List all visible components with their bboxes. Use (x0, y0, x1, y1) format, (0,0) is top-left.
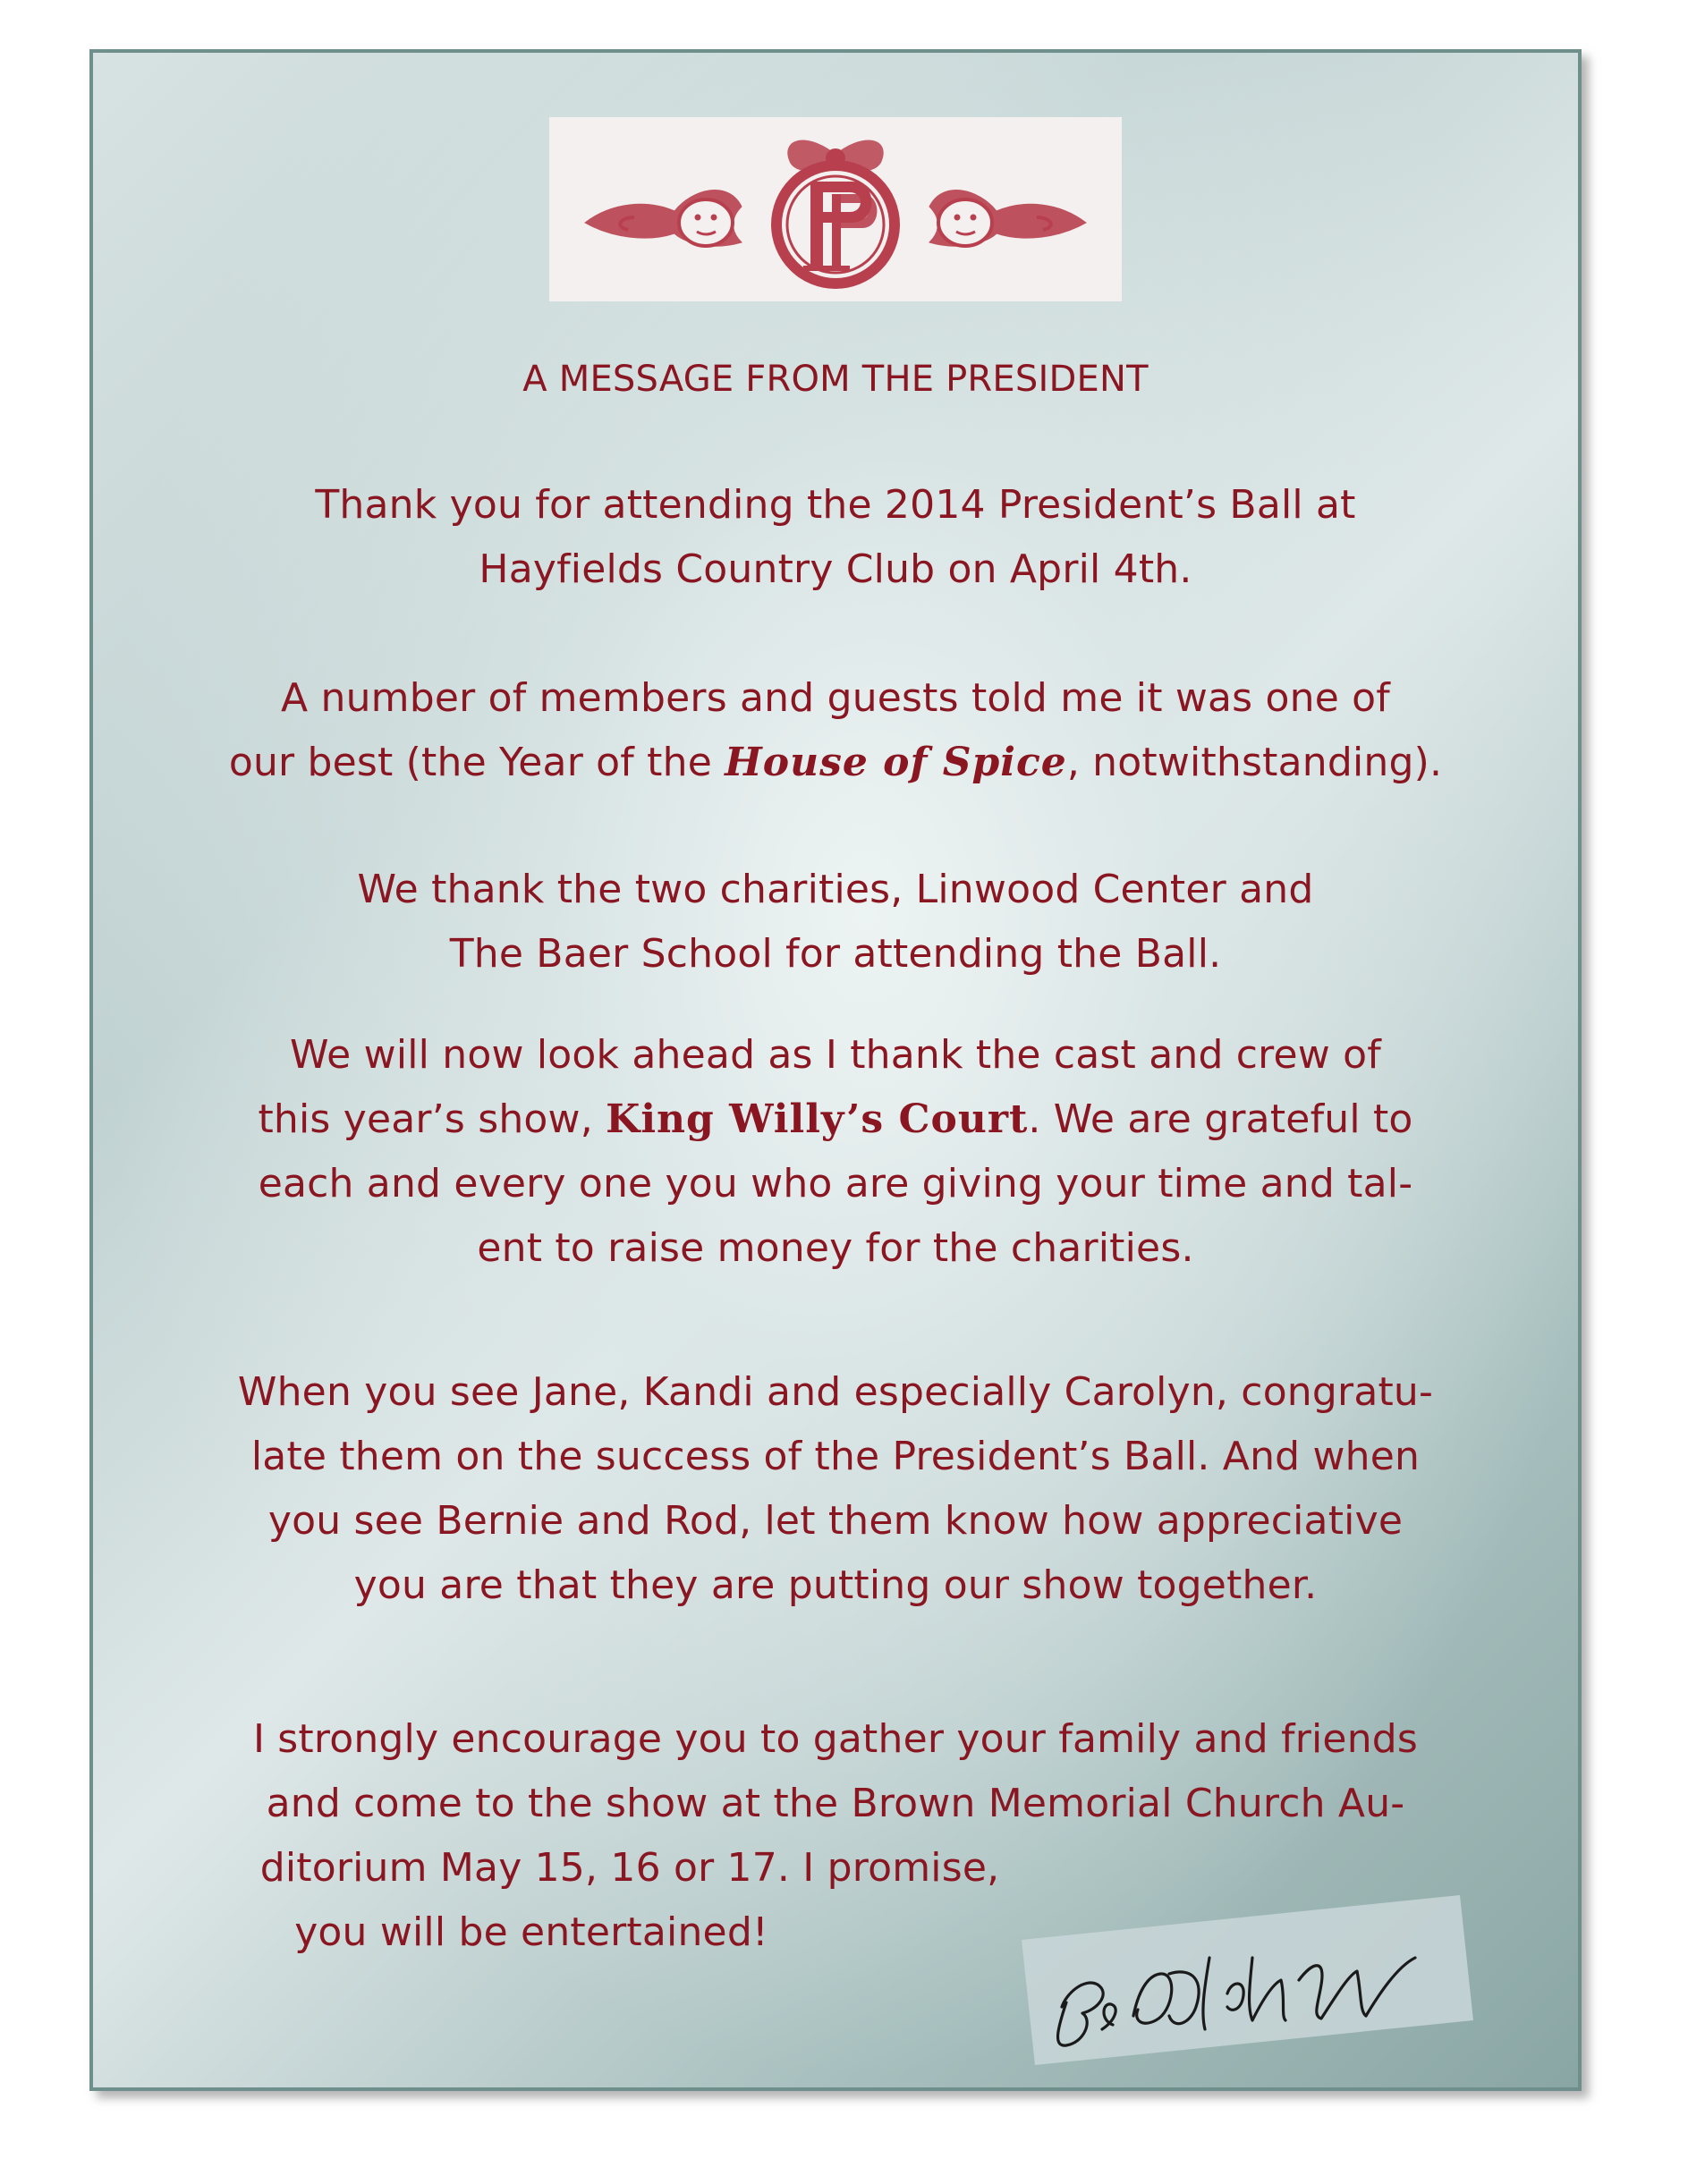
paragraph-line: ent to raise money for the charities. (477, 1225, 1194, 1271)
paragraph-line (93, 731, 1578, 795)
paragraph-line: Thank you for attending the 2014 President’s Ball at (315, 482, 1356, 528)
paragraph-charities (93, 858, 1578, 986)
show-title-king-willys-court: King Willy’s Court (606, 1096, 1029, 1142)
paragraph-line: late them on the success of the President’s Ball. And when (250, 1434, 1421, 1479)
crest-logo-icon (549, 117, 1122, 301)
paragraph-line: We thank the two charities, Linwood Center and (357, 867, 1314, 912)
page-title: A MESSAGE FROM THE PRESIDENT (522, 359, 1149, 400)
paragraph-congratulations (93, 1360, 1578, 1618)
text-segment: this year’s show, (258, 1096, 606, 1142)
paragraph-line: A number of members and guests told me it was one of (281, 675, 1390, 721)
signature (1013, 1895, 1478, 2065)
paragraph-line: I strongly encourage you to gather your family and friends (252, 1716, 1419, 1762)
show-title-house-of-spice: House of Spice (725, 740, 1067, 785)
text-segment: , notwithstanding). (1066, 740, 1443, 785)
text-segment: our best (the Year of the (228, 740, 725, 785)
paragraph-members (93, 666, 1578, 795)
paragraph-line: each and every one you who are giving your time and tal- (258, 1161, 1413, 1206)
paragraph-line: Hayfields Country Club on April 4th. (479, 546, 1192, 592)
paragraph-line: you see Bernie and Rod, let them know how appreciative (267, 1498, 1404, 1544)
paragraph-line: When you see Jane, Kandi and especially Carolyn, congratu- (237, 1369, 1434, 1415)
paragraph-line (93, 1088, 1578, 1152)
message-card (89, 49, 1582, 2091)
paragraph-line: you are that they are putting our show together. (353, 1562, 1318, 1608)
paragraph-line: ditorium May 15, 16 or 17. I promise, (259, 1845, 1000, 1891)
paragraph-thanks (93, 473, 1578, 602)
logo (549, 117, 1122, 301)
text-segment: . We are grateful to (1028, 1096, 1413, 1142)
signature-icon (1013, 1895, 1478, 2065)
paragraph-line: you will be entertained! (294, 1909, 768, 1955)
paragraph-cast (93, 1023, 1578, 1281)
paragraph-line: We will now look ahead as I thank the cast and crew of (290, 1032, 1381, 1078)
paragraph-line: The Baer School for attending the Ball. (449, 931, 1222, 977)
paragraph-line: and come to the show at the Brown Memorial Church Au- (266, 1781, 1405, 1826)
